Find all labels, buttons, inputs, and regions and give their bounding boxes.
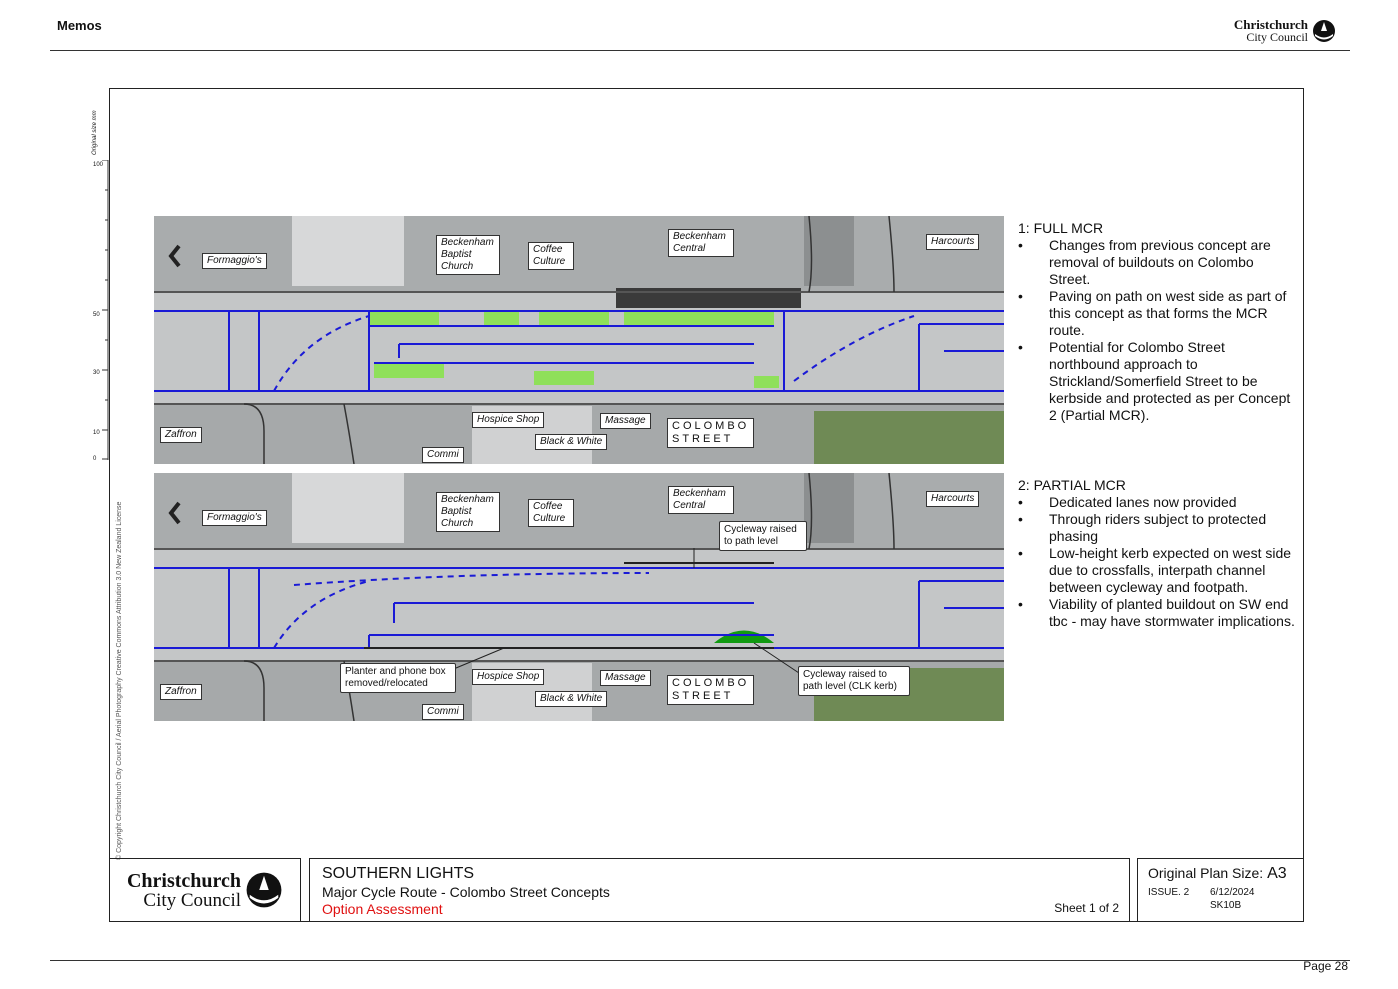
label-hospice-shop: Hospice Shop bbox=[472, 669, 544, 685]
plan-size-value: A3 bbox=[1267, 865, 1287, 882]
notes-item: • Dedicated lanes now provided bbox=[1049, 494, 1298, 511]
notes-item: • Low-height kerb expected on west side due to crossfalls, interpath channel between cycleway and footpath. bbox=[1049, 545, 1298, 596]
scale-label-0: 0 bbox=[93, 456, 97, 462]
label-harcourts: Harcourts bbox=[926, 491, 979, 507]
page-header-title: Memos bbox=[57, 18, 102, 33]
plan-size-label: Original Plan Size: bbox=[1148, 865, 1264, 881]
issue-number: ISSUE. 2 bbox=[1148, 887, 1190, 898]
header-divider bbox=[50, 50, 1350, 51]
scale-caption: Original size mm bbox=[92, 110, 98, 155]
titleblock-main bbox=[309, 858, 1130, 922]
street-name-colombo bbox=[667, 675, 754, 705]
label-zaffron: Zaffron bbox=[160, 427, 202, 443]
footer-divider bbox=[50, 960, 1350, 961]
label-harcourts: Harcourts bbox=[926, 234, 979, 250]
scale-label-10: 10 bbox=[93, 430, 100, 436]
notes-item: • Changes from previous concept are removal of buildouts on Colombo Street. bbox=[1049, 237, 1298, 288]
label-black-white: Black & White bbox=[535, 434, 607, 450]
scale-label-100: 100 bbox=[93, 162, 104, 168]
notes-full-mcr bbox=[1018, 220, 1298, 424]
titleblock-size bbox=[1137, 858, 1304, 922]
label-baptist-church: Beckenham Baptist Church bbox=[436, 492, 500, 532]
issue-date: 6/12/2024 bbox=[1210, 887, 1255, 898]
street-name-line-2: STREET bbox=[672, 690, 734, 702]
street-name-line-2: STREET bbox=[672, 433, 734, 445]
logo-line-2: City Council bbox=[1246, 30, 1308, 44]
callout-clk-kerb: Cycleway raised to path level (CLK kerb) bbox=[798, 666, 910, 696]
label-formaggios: Formaggio's bbox=[202, 253, 267, 269]
label-commi: Commi bbox=[422, 447, 464, 463]
notes-partial-mcr bbox=[1018, 477, 1298, 630]
copyright-notice: © Copyright Christchurch City Council / Aerial Photography Creative Commons Attribution 3.0 New Zealand License bbox=[116, 501, 123, 860]
street-name-line-1: COLOMBO bbox=[672, 677, 750, 689]
titleblock-logo-line-2: City Council bbox=[143, 889, 242, 911]
logo-line-1: Christchurch bbox=[1233, 17, 1308, 32]
label-black-white: Black & White bbox=[535, 691, 607, 707]
label-hospice-shop: Hospice Shop bbox=[472, 412, 544, 428]
drawing-ref: SK10B bbox=[1210, 900, 1242, 911]
label-coffee-culture: Coffee Culture bbox=[528, 242, 574, 270]
drawing-title: SOUTHERN LIGHTS bbox=[322, 865, 475, 882]
notes-full-mcr-heading: 1: FULL MCR bbox=[1018, 220, 1104, 236]
label-baptist-church: Beckenham Baptist Church bbox=[436, 235, 500, 275]
scale-label-50: 50 bbox=[93, 312, 100, 318]
notes-item: • Potential for Colombo Street northbound approach to Strickland/Somerfield Street to be kerbside and protected as per Concept 2 (Partial MCR). bbox=[1049, 339, 1298, 424]
council-logo-header bbox=[1234, 18, 1336, 43]
label-beckenham-central: Beckenham Central bbox=[668, 229, 734, 257]
notes-partial-mcr-heading: 2: PARTIAL MCR bbox=[1018, 477, 1126, 493]
cathedral-logo-icon bbox=[245, 871, 283, 909]
label-coffee-culture: Coffee Culture bbox=[528, 499, 574, 527]
drawing-status: Option Assessment bbox=[322, 901, 443, 917]
street-name-colombo bbox=[667, 418, 754, 448]
notes-item: • Paving on path on west side as part of this concept as that forms the MCR route. bbox=[1049, 288, 1298, 339]
titleblock-logo-line-1: Christchurch bbox=[126, 869, 242, 892]
sheet-number: Sheet 1 of 2 bbox=[1054, 901, 1119, 915]
cathedral-logo-icon bbox=[1312, 19, 1336, 43]
notes-item: • Viability of planted buildout on SW end tbc - may have stormwater implications. bbox=[1049, 596, 1298, 630]
titleblock-logo bbox=[109, 858, 301, 922]
drawing-subtitle: Major Cycle Route - Colombo Street Concepts bbox=[322, 884, 610, 900]
label-formaggios: Formaggio's bbox=[202, 510, 267, 526]
page-number: Page 28 bbox=[1303, 959, 1348, 973]
label-massage: Massage bbox=[600, 413, 651, 429]
plan-full-mcr-drawing bbox=[154, 216, 1004, 464]
label-massage: Massage bbox=[600, 670, 651, 686]
plan-full-mcr bbox=[154, 216, 1004, 464]
callout-planter-removed: Planter and phone box removed/relocated bbox=[340, 663, 456, 693]
plan-partial-mcr bbox=[154, 473, 1004, 721]
label-zaffron: Zaffron bbox=[160, 684, 202, 700]
label-beckenham-central: Beckenham Central bbox=[668, 486, 734, 514]
label-commi: Commi bbox=[422, 704, 464, 720]
scale-label-30: 30 bbox=[93, 370, 100, 376]
callout-cycleway-raised: Cycleway raised to path level bbox=[719, 521, 807, 551]
notes-item: • Through riders subject to protected phasing bbox=[1049, 511, 1298, 545]
street-name-line-1: COLOMBO bbox=[672, 420, 750, 432]
scale-bar bbox=[90, 160, 110, 460]
